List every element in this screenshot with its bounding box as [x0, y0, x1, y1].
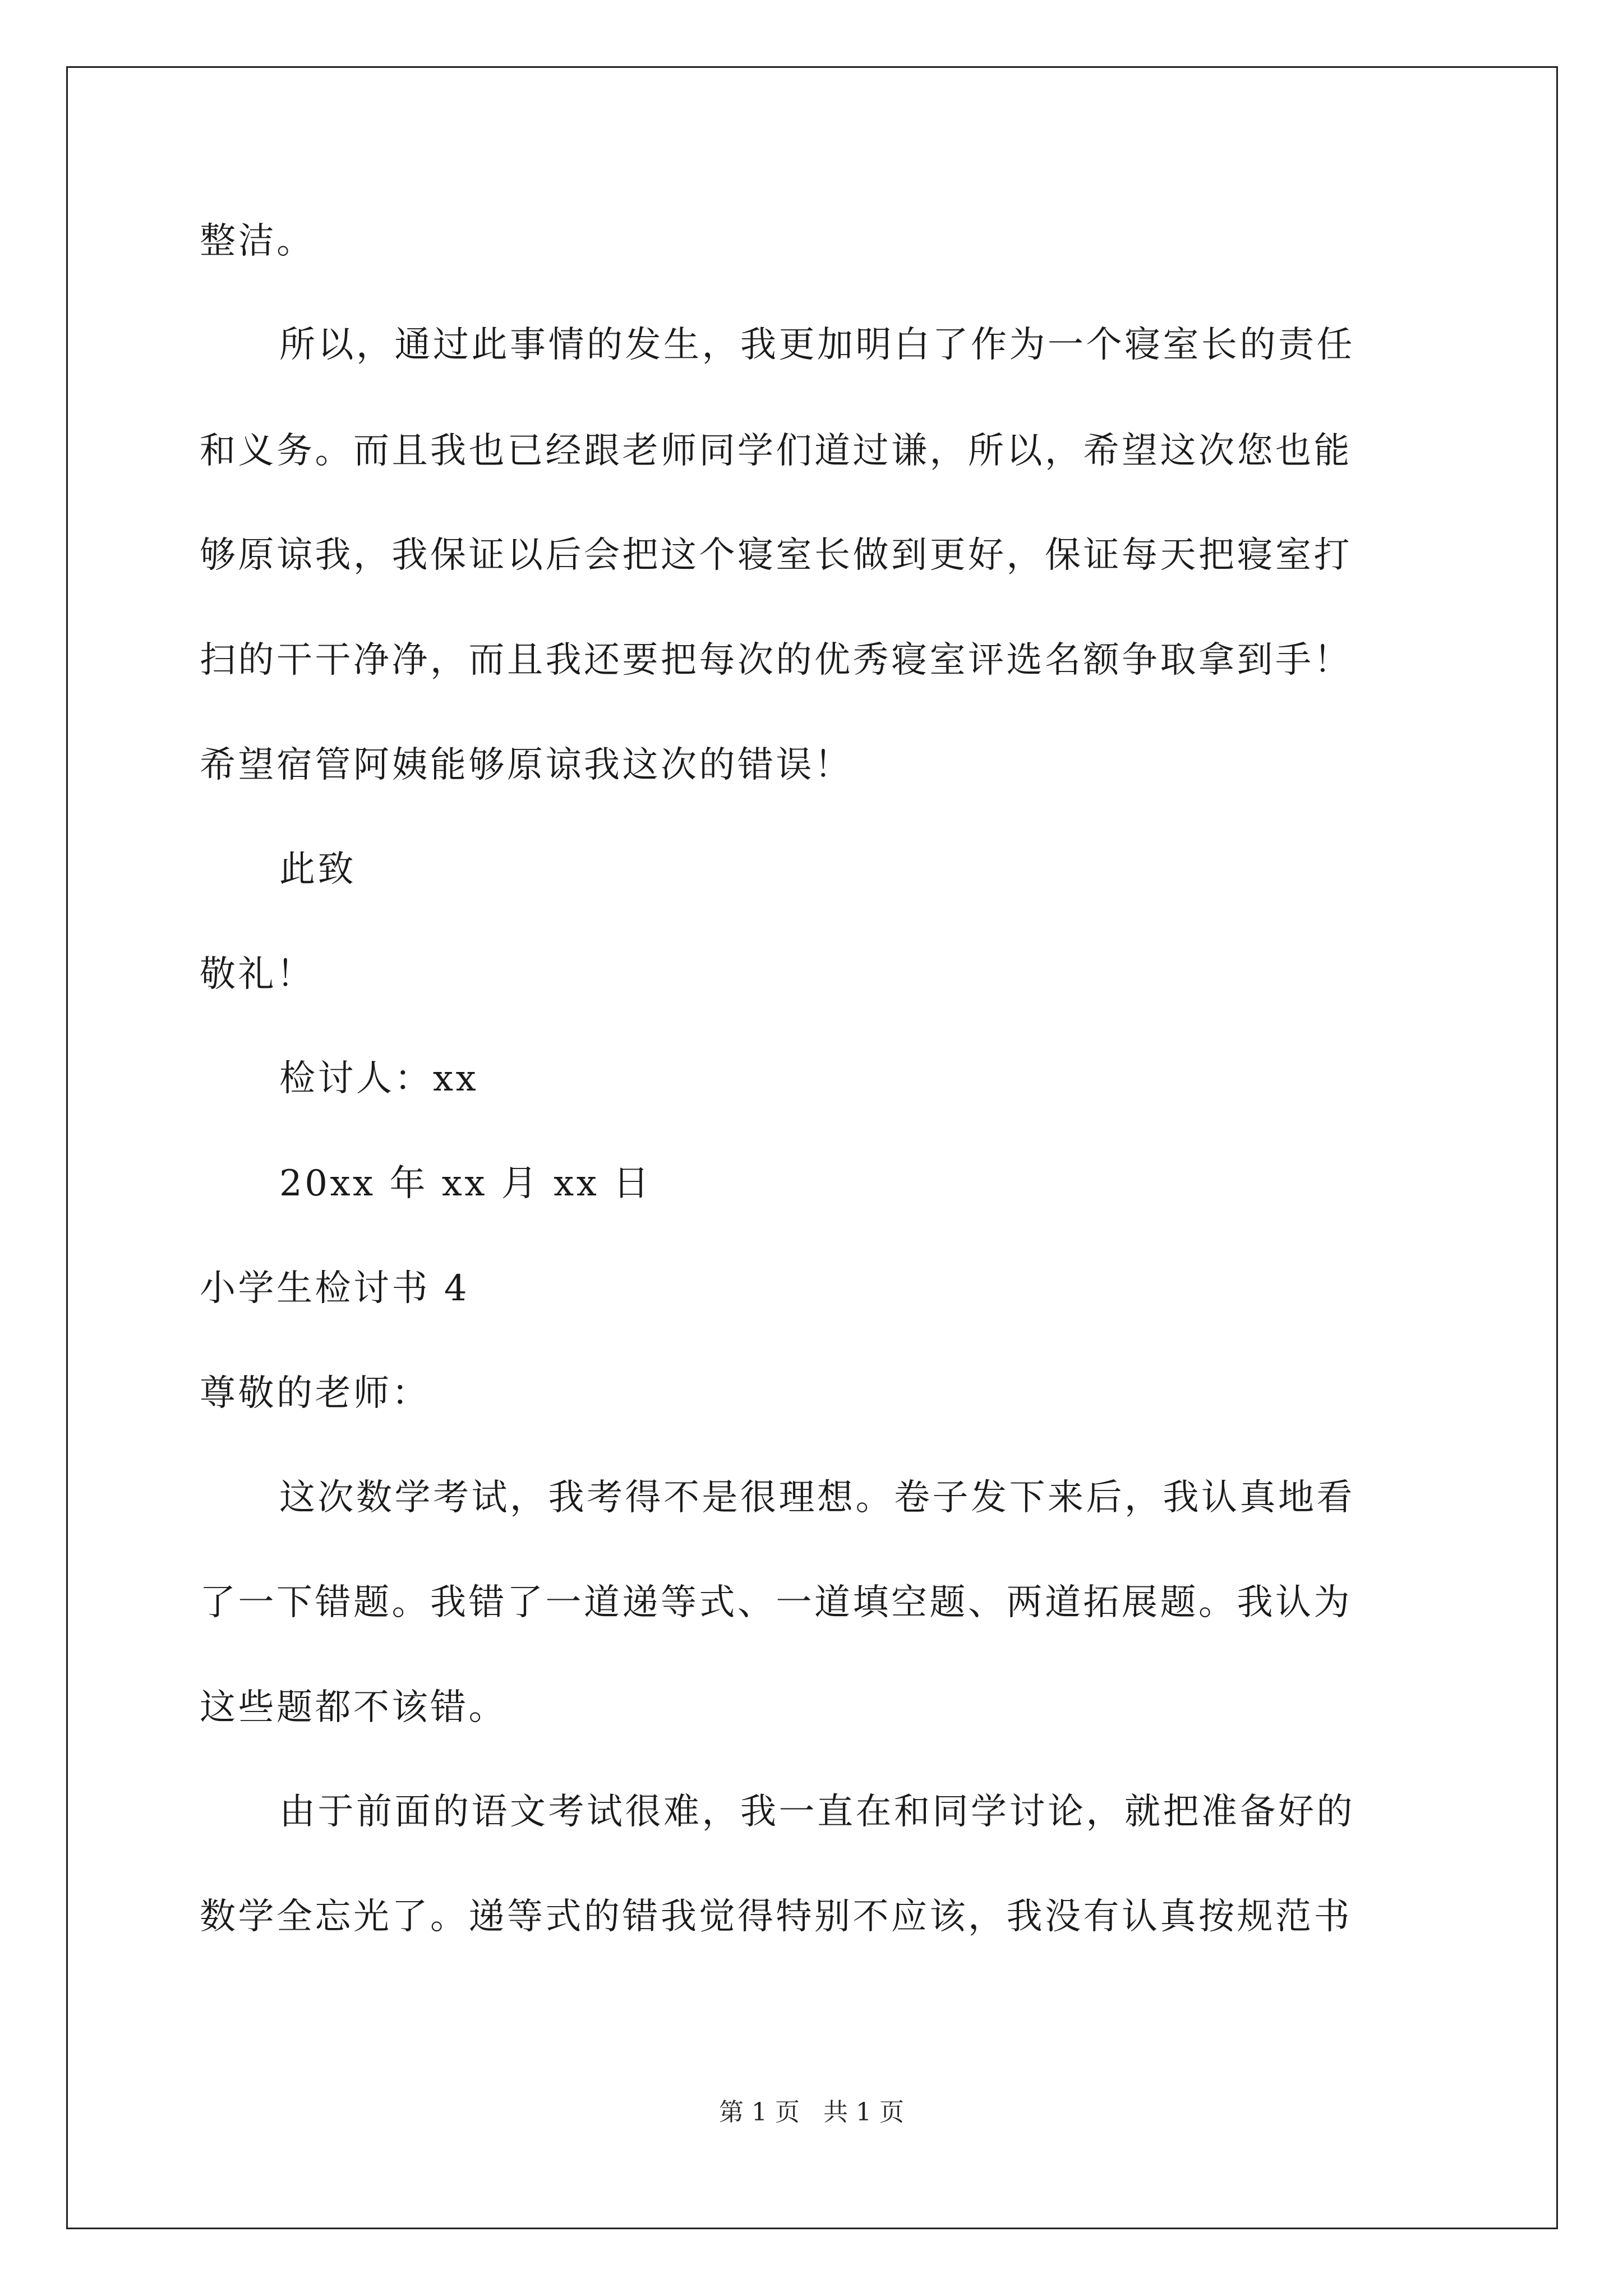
signature-author: 检讨人：xx: [279, 1058, 479, 1099]
text-line-14: 了一下错题。我错了一道递等式、一道填空题、两道拓展题。我认为: [200, 1582, 1352, 1623]
text-line-15: 这些题都不该错。: [200, 1687, 507, 1728]
text-line-3: 和义务。而且我也已经跟老师同学们道过谦，所以，希望这次您也能: [200, 430, 1352, 472]
signature-date: 20xx 年 xx 月 xx 日: [279, 1163, 652, 1204]
text-line-5: 扫的干干净净，而且我还要把每次的优秀寝室评选名额争取拿到手！: [200, 639, 1352, 681]
text-line-4: 够原谅我，我保证以后会把这个寝室长做到更好，保证每天把寝室打: [200, 535, 1352, 576]
text-line-16: 由于前面的语文考试很难，我一直在和同学讨论，就把准备好的: [279, 1791, 1355, 1833]
text-line-17: 数学全忘光了。递等式的错我觉得特别不应该，我没有认真按规范书: [200, 1896, 1352, 1938]
text-line-6: 希望宿管阿姨能够原谅我这次的错误！: [200, 744, 853, 786]
salutation-closing: 此致: [279, 849, 356, 890]
text-line-2: 所以，通过此事情的发生，我更加明白了作为一个寝室长的责任: [279, 324, 1355, 366]
text-line-13: 这次数学考试，我考得不是很理想。卷子发下来后，我认真地看: [279, 1477, 1355, 1519]
section-title: 小学生检讨书 4: [200, 1268, 470, 1309]
page-footer: 第 1 页 共 1 页: [719, 2098, 904, 2127]
salutation-regards: 敬礼！: [200, 954, 315, 995]
text-line-1: 整洁。: [200, 220, 315, 262]
letter-greeting: 尊敬的老师：: [200, 1373, 430, 1414]
